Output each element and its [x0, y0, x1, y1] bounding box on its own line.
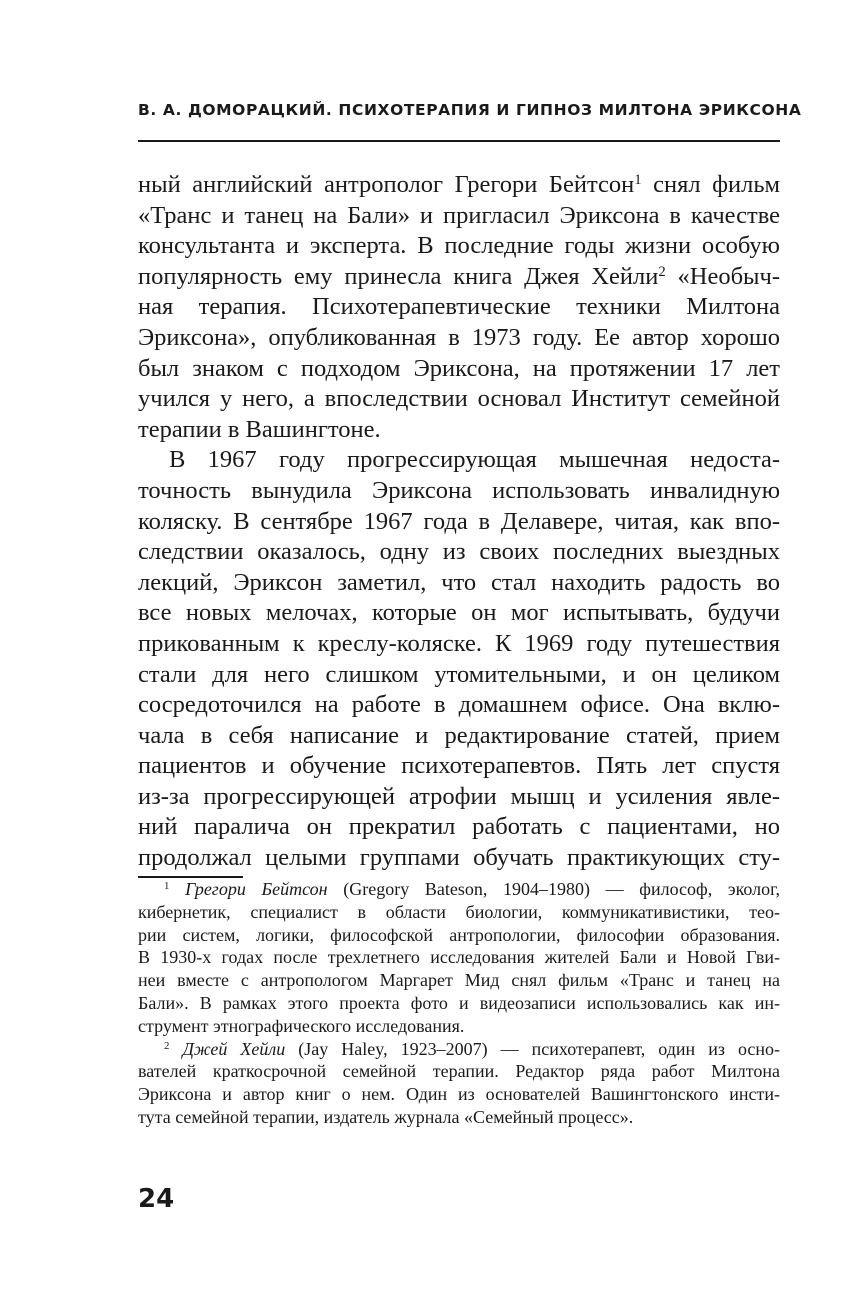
body-line: [138, 445, 780, 476]
line-text: популярность ему принесла книга Джея Хейли: [138, 262, 659, 290]
footnote-line: [138, 1060, 780, 1083]
footnote-person-name: Джей Хейли: [182, 1038, 286, 1059]
body-line: [138, 721, 780, 752]
body-line: [138, 782, 780, 813]
line-text: Эриксона», опубликованная в 1973 году. Ее автор хорошо: [138, 323, 780, 351]
footnote-line: [138, 901, 780, 924]
footnote-line: [138, 878, 780, 901]
line-text: В 1967 году прогрессирующая мышечная недоста-: [169, 446, 780, 474]
body-line: [138, 354, 780, 385]
line-text: из-за прогрессирующей атрофии мышц и усиления явле-: [138, 782, 780, 810]
footnote-line: [138, 969, 780, 992]
body-line: [138, 537, 780, 568]
body-line: [138, 751, 780, 782]
body-line: [138, 660, 780, 691]
running-header: В. А. ДОМОРАЦКИЙ. ПСИХОТЕРАПИЯ И ГИПНОЗ МИЛТОНА ЭРИКСОНА: [138, 101, 802, 119]
line-text: консультанта и эксперта. В последние годы жизни особую: [138, 232, 780, 260]
line-text: продолжал целыми группами обучать практикующих сту-: [138, 844, 780, 872]
footnote-text: Эриксона и автор книг о нем. Один из основателей Вашингтонского инсти-: [138, 1084, 780, 1105]
body-line: [138, 415, 780, 446]
line-text: ный английский антрополог Грегори Бейтсон: [138, 171, 635, 198]
line-text: лекций, Эриксон заметил, что стал находить радость во: [138, 568, 780, 596]
line-text: был знаком с подходом Эриксона, на протяжении 17 лет: [138, 354, 780, 382]
footnote-text: кибернетик, специалист в области биологии, коммуникативистики, тео-: [138, 901, 780, 922]
body-line: [138, 201, 780, 232]
line-text: чала в себя написание и редактирование статей, прием: [138, 721, 780, 749]
body-line: [138, 231, 780, 262]
footnote-ref[interactable]: 1: [634, 171, 642, 188]
footnote-text: струмент этнографического исследования.: [138, 1015, 465, 1036]
line-text: точность вынудила Эриксона использовать инвалидную: [138, 476, 780, 504]
body-line: [138, 843, 780, 874]
line-text: «Транс и танец на Бали» и пригласил Эриксона в качестве: [138, 201, 780, 229]
footnote-text: В 1930-х годах после трехлетнего исследования жителей Бали и Новой Гви-: [138, 947, 780, 968]
body-line: [138, 598, 780, 629]
line-text: учился у него, а впоследствии основал Институт семейной: [138, 385, 780, 413]
footnote-text: вателей краткосрочной семейной терапии. Редактор ряда работ Милтона: [138, 1061, 780, 1082]
line-text: все новых мелочах, которые он мог испытывать, будучи: [138, 599, 780, 627]
line-text: снял фильм: [641, 171, 781, 198]
line-text: коляску. В сентябре 1967 года в Делавере, читая, как впо-: [138, 507, 780, 535]
footnote-line: [138, 1083, 780, 1106]
footnote-person-name: Грегори Бейтсон: [185, 879, 328, 899]
page-number: 24: [138, 1184, 175, 1214]
line-text: прикованным к креслу-коляске. К 1969 году путешествия: [138, 629, 780, 657]
footnote-text: рии систем, логики, философской антропологии, философии образования.: [138, 924, 780, 945]
footnote-line: [138, 946, 780, 969]
line-text: следствии оказалось, одну из своих последних выездных: [138, 538, 780, 566]
body-line: [138, 384, 780, 415]
body-line: [138, 323, 780, 354]
footnote-text: неи вместе с антропологом Маргарет Мид снял фильм «Транс и танец на: [138, 970, 780, 991]
footnote-line: [138, 1015, 780, 1038]
footnote-text: (Jay Haley, 1923–2007) — психотерапевт, один из осно-: [285, 1038, 781, 1059]
footnote-line: [138, 1106, 780, 1129]
body-line: [138, 568, 780, 599]
line-text: «Необыч-: [665, 262, 780, 290]
footnote-text: (Gregory Bateson, 1904–1980) — философ, эколог,: [327, 879, 780, 899]
footnote-line: [138, 1038, 780, 1061]
body-line: [138, 690, 780, 721]
body-line: [138, 170, 780, 201]
line-text: ная терапия. Психотерапевтические техники Милтона: [138, 293, 780, 321]
line-text: пациентов и обучение психотерапевтов. Пять лет спустя: [138, 752, 780, 780]
footnote-number: 2: [164, 1039, 170, 1052]
footnotes: [138, 878, 780, 1129]
footnote-line: [138, 924, 780, 947]
body-line: [138, 262, 780, 293]
line-text: сосредоточился на работе в домашнем офисе. Она вклю-: [138, 691, 780, 719]
footnote-line: [138, 992, 780, 1015]
line-text: стали для него слишком утомительными, и он целиком: [138, 660, 780, 688]
body-text: [138, 170, 780, 874]
body-line: [138, 292, 780, 323]
header-rule: [138, 140, 780, 142]
footnote-number: 1: [164, 880, 170, 893]
body-line: [138, 629, 780, 660]
body-line: [138, 507, 780, 538]
body-line: [138, 812, 780, 843]
line-text: ний паралича он прекратил работать с пациентами, но: [138, 813, 780, 841]
body-line: [138, 476, 780, 507]
footnote-text: тута семейной терапии, издатель журнала «Семейный процесс».: [138, 1106, 634, 1127]
line-text: терапии в Вашингтоне.: [138, 415, 381, 443]
footnote-text: Бали». В рамках этого проекта фото и видеозаписи использовались как ин-: [138, 992, 780, 1013]
footnote-ref[interactable]: 2: [658, 263, 666, 280]
